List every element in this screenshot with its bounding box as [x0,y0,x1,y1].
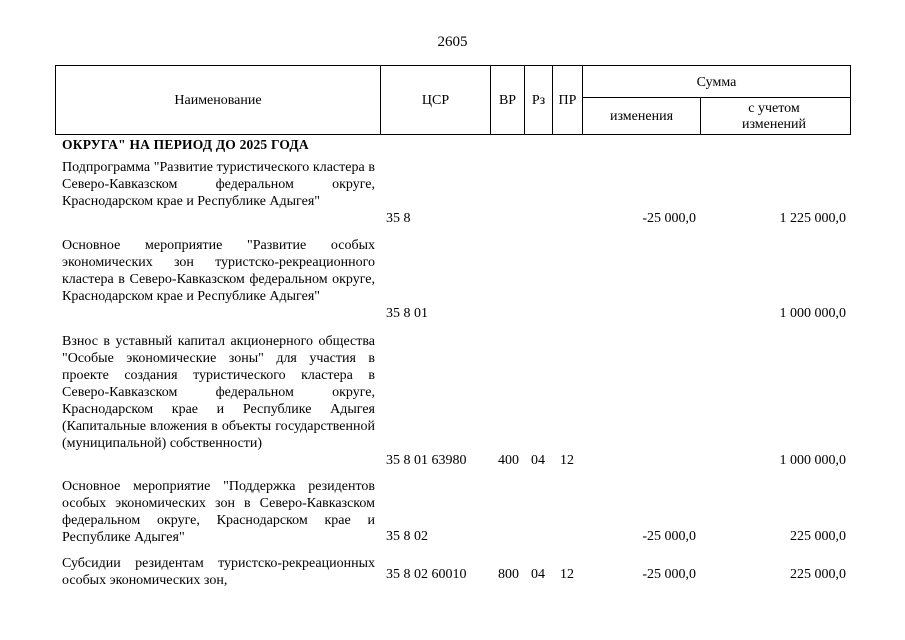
header-csr: ЦСР [421,93,450,108]
row-rz: 04 [531,567,545,582]
row-name: Основное мероприятие "Развитие особых экономических зон туристско-рекреационного кластера в Северо-Кавказском федеральном округе, Краснодарском крае и Республике Адыгея" [62,238,375,304]
row-pr: 12 [560,453,574,468]
row-pr: 12 [560,567,574,582]
row-rz: 04 [531,453,545,468]
header-sum-divider [582,97,851,98]
page-number: 2605 [437,34,468,50]
row-name: Субсидии резидентам туристско-рекреационных особых экономических зон, [62,556,375,588]
row-name: Подпрограмма "Развитие туристического кластера в Северо-Кавказском федеральном округе, Краснодарском крае и Республике Адыгея" [62,160,375,209]
header-with-change: с учетом изменений [741,101,807,132]
row-change: -25 000,0 [642,211,696,226]
row-change: -25 000,0 [642,567,696,582]
header-pr: ПР [558,93,577,108]
header-vr: ВР [498,93,517,108]
header-rz: Рз [531,93,546,108]
header-border-change-total [700,97,701,135]
row-csr: 35 8 [386,211,411,226]
row-total: 225 000,0 [790,567,846,582]
header-change: изменения [609,109,674,124]
row-vr: 400 [498,453,519,468]
header-name: Наименование [174,93,262,108]
header-top-border [55,65,851,66]
row-total: 1 225 000,0 [779,211,846,226]
header-border-right [850,65,851,135]
section-title: ОКРУГА" НА ПЕРИОД ДО 2025 ГОДА [62,137,309,152]
row-vr: 800 [498,567,519,582]
header-bottom-border [55,134,851,135]
row-csr: 35 8 01 63980 [386,453,467,468]
row-csr: 35 8 01 [386,306,428,321]
row-total: 1 000 000,0 [779,306,846,321]
row-name: Основное мероприятие "Поддержка резидентов особых экономических зон в Северо-Кавказском федеральном округе, Краснодарском крае и Республике Адыгея" [62,479,375,545]
header-sum: Сумма [696,75,737,90]
row-total: 1 000 000,0 [779,453,846,468]
row-total: 225 000,0 [790,529,846,544]
row-csr: 35 8 02 60010 [386,567,467,582]
row-name: Взнос в уставный капитал акционерного общества "Особые экономические зоны" для участия в проекте создания туристического кластера в Северо-Кавказском федеральном округе, Краснодарском крае и Республике Адыгея (Капитальные вложения в объекты государственной (муниципальной) собственности) [62,334,375,451]
row-change: -25 000,0 [642,529,696,544]
row-csr: 35 8 02 [386,529,428,544]
